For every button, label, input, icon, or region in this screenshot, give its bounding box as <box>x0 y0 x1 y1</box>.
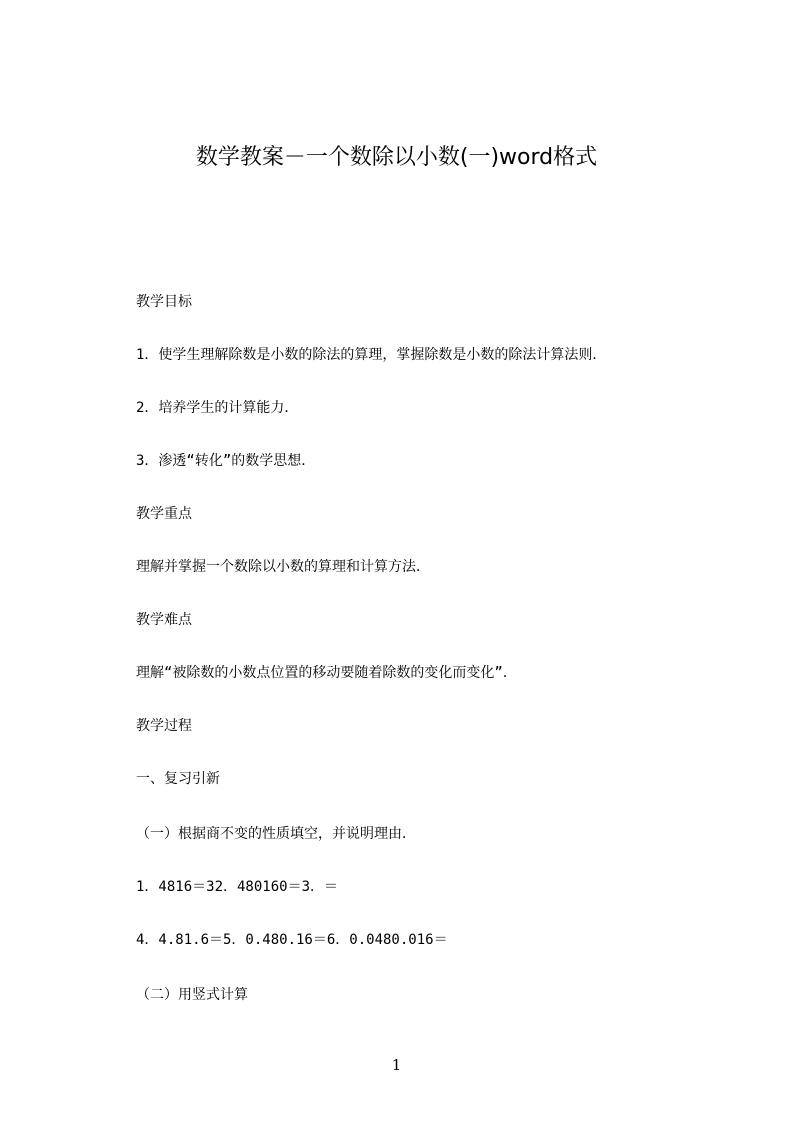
paragraph-goal-3: 3．渗透“转化”的数学思想． <box>136 453 316 469</box>
heading-difficulties: 教学难点 <box>136 612 192 628</box>
paragraph-goal-1: 1．使学生理解除数是小数的除法的算理，掌握除数是小数的除法计算法则． <box>136 347 607 363</box>
heading-review-intro: 一、复习引新 <box>136 771 220 787</box>
heading-teaching-process: 教学过程 <box>136 718 192 734</box>
heading-teaching-goals: 教学目标 <box>136 294 192 310</box>
paragraph-exercise-line-2: 4．4.81.6＝5．0.480.16＝6．0.0480.016＝ <box>136 932 448 948</box>
paragraph-difficulty: 理解“被除数的小数点位置的移动要随着除数的变化而变化”． <box>136 665 517 681</box>
document-title: 数学教案－一个数除以小数(一)word格式 <box>195 145 598 170</box>
paragraph-key-point: 理解并掌握一个数除以小数的算理和计算方法． <box>136 559 430 575</box>
heading-key-points: 教学重点 <box>136 506 192 522</box>
paragraph-vertical-calculation: （二）用竖式计算 <box>136 987 248 1003</box>
paragraph-fill-in-blanks: （一）根据商不变的性质填空，并说明理由． <box>136 826 416 842</box>
paragraph-exercise-line-1: 1．4816＝32．480160＝3．＝ <box>136 879 339 895</box>
page-number: 1 <box>391 1056 402 1074</box>
paragraph-goal-2: 2．培养学生的计算能力． <box>136 400 299 416</box>
